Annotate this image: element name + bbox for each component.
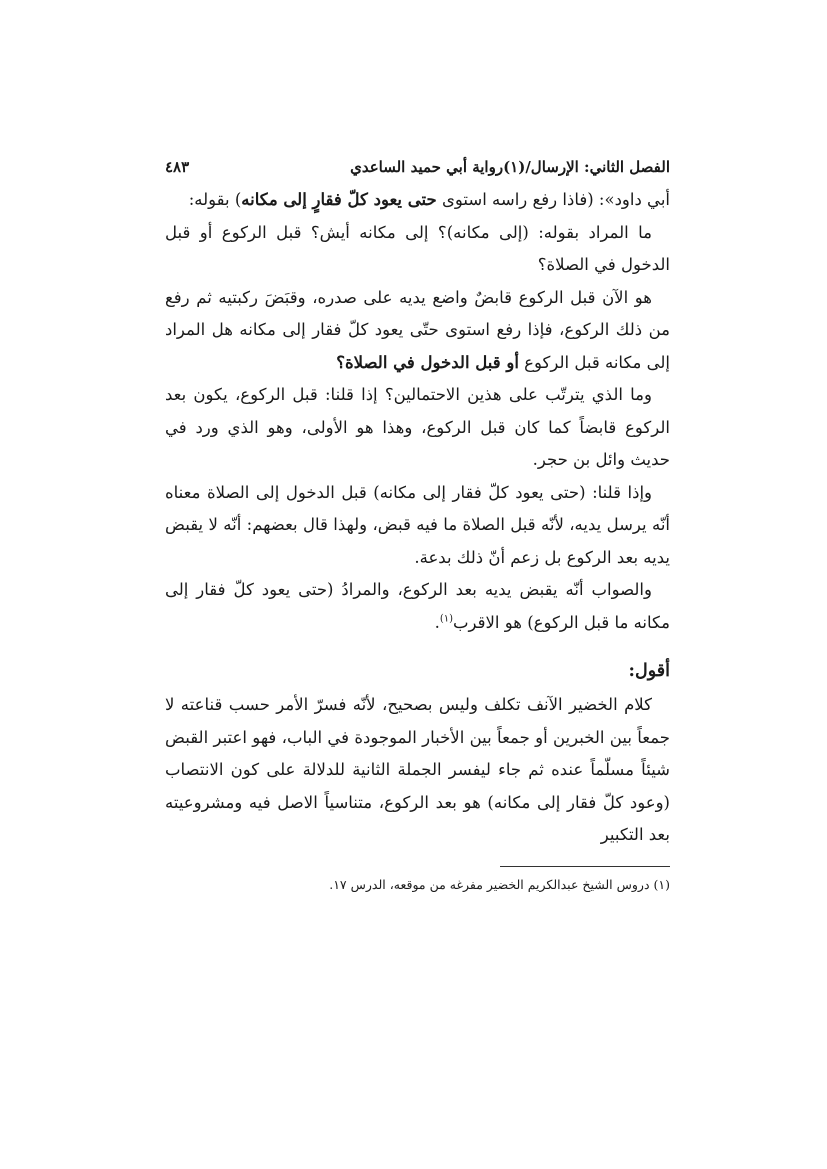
- running-header: [165, 150, 670, 184]
- paragraph-3: [165, 282, 670, 380]
- paragraph-6: [165, 574, 670, 639]
- footnote: (١) دروس الشيخ عبدالكريم الخضير مفرغه من موقعه، الدرس ١٧.: [329, 876, 670, 892]
- paragraph-3-part-a: هو الآن قبل الركوع قابضٌ واضع يديه على صدره، وقبَضَ ركبتيه ثم رفع من ذلك الركوع، فإذا رفع استوى حتّى يعود كلّ فقار إلى مكانه هل المراد إلى مكانه قبل الركوع: [165, 287, 670, 372]
- paragraph-3-bold: أو قبل الدخول في الصلاة؟: [336, 352, 519, 372]
- chapter-title: الفصل الثاني: الإرسال/(١)رواية أبي حميد الساعدي: [350, 158, 670, 176]
- paragraph-4: وما الذي يترتّب على هذين الاحتمالين؟ إذا قلنا: قبل الركوع، يكون بعد الركوع قابضاً كما كان قبل الركوع، وهذا هو الأولى، وهو الذي ورد في حديث وائل بن حجر.: [165, 385, 670, 469]
- main-text: [165, 184, 670, 852]
- footnote-divider: [500, 866, 670, 867]
- paragraph-5: وإذا قلنا: (حتى يعود كلّ فقار إلى مكانه) قبل الدخول إلى الصلاة معناه أنّه يرسل يديه، لأنّه قبل الصلاة ما فيه قبض، ولهذا قال بعضهم: أنّه لا يقبض يديه بعد الركوع بل زعم أنّ ذلك بدعة.: [165, 482, 670, 567]
- paragraph-2: ما المراد بقوله: (إلى مكانه)؟ إلى مكانه أيش؟ قبل الركوع أو قبل الدخول في الصلاة؟: [165, 222, 670, 274]
- footnote-marker[interactable]: (١): [439, 613, 453, 624]
- paragraph-1-part-c: ) بقوله:: [188, 190, 242, 209]
- paragraph-6-end: .: [434, 612, 440, 632]
- paragraph-1: [165, 184, 670, 217]
- paragraph-7: كلام الخضير الآنف تكلف وليس بصحيح، لأنّه فسرّ الأمر حسب قناعته لا جمعاً بين الخبرين أو جمعاً بين الأخبار الموجودة في الباب، فهو اعتبر القبض شيئاً مسلّماً عنده ثم جاء ليفسر الجملة الثانية للدلالة على كون الانتصاب (وعود كلّ فقار إلى مكانه) هو بعد الركوع، متناسياً الاصل فيه ومشروعيته بعد التكبير: [165, 695, 670, 844]
- paragraph-6-text: والصواب أنّه يقبض يديه بعد الركوع، والمرادُ (حتى يعود كلّ فقار إلى مكانه ما قبل الركوع) هو الاقرب: [165, 580, 670, 632]
- paragraph-1-bold-quote: حتى يعود كلّ فقارٍ إلى مكانه: [241, 190, 437, 209]
- page-number: ٤٨٣: [165, 158, 190, 176]
- book-page: [165, 150, 670, 895]
- paragraph-1-part-a: أبي داود»: (فاذا رفع راسه استوى: [436, 190, 670, 209]
- section-heading: أقول:: [628, 661, 670, 681]
